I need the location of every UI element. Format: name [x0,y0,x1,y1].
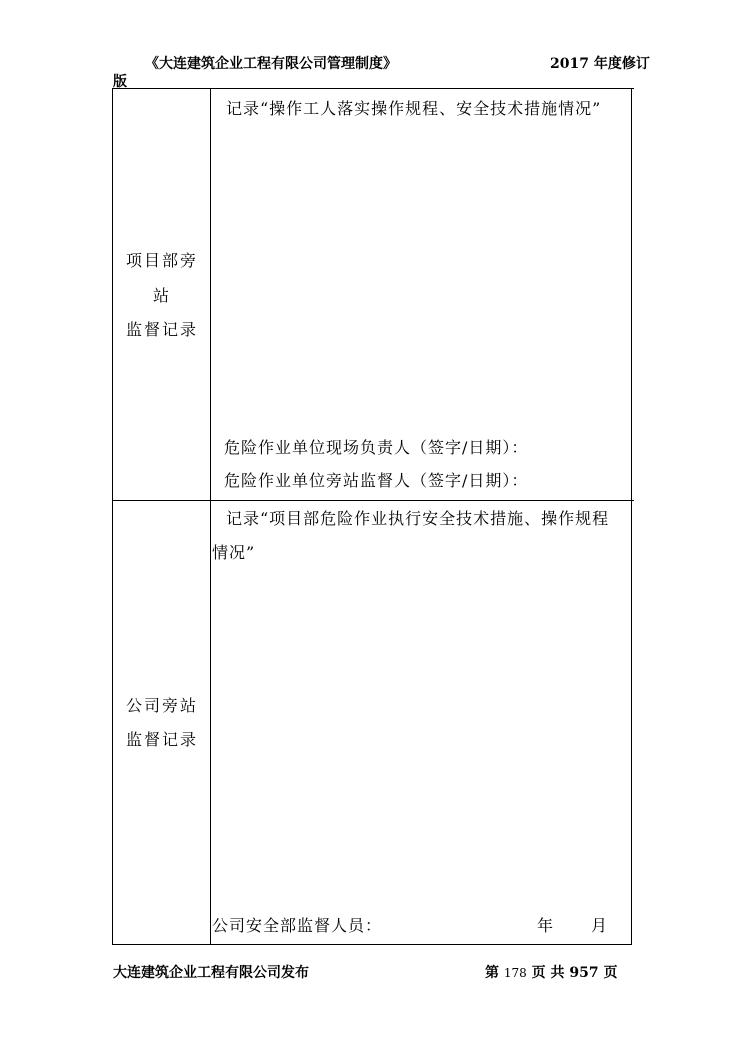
page-current: 178 [503,966,527,980]
company-label-line2: 监督记录 [125,730,198,749]
company-supervisor-signature: 公司安全部监督人员： [212,916,383,935]
project-dept-label-line2: 站 [152,286,171,305]
site-responsible-signature: 危险作业单位现场负责人（签字/日期）： [224,438,529,457]
page-total: 957 [569,965,599,981]
page-indicator [485,962,618,982]
project-dept-label-line1: 项目部旁 [125,251,198,270]
company-label-line1: 公司旁站 [125,696,198,715]
project-record-prompt-line2: 情况” [212,543,256,562]
row-divider [112,500,634,501]
edition-label: 2017 年度修订 [550,56,650,72]
project-record-prompt-line1: 记录“项目部危险作业执行安全技术措施、操作规程 [226,509,610,528]
project-dept-label-line3: 监督记录 [125,320,198,339]
column-divider-bottom [210,500,211,945]
edition-label-continued: 版 [113,74,127,90]
worker-record-prompt: 记录“操作工人落实操作规程、安全技术措施情况” [226,99,602,118]
column-divider-top [210,89,211,500]
document-title: 《大连建筑企业工程有限公司管理制度》 [145,56,397,72]
month-label: 月 [591,916,609,935]
page-prefix: 第 [485,965,499,981]
site-supervisor-signature: 危险作业单位旁站监督人（签字/日期）： [224,471,529,490]
publisher-footer: 大连建筑企业工程有限公司发布 [113,965,309,981]
page-suffix: 页 [603,965,618,981]
year-label: 年 [537,916,555,935]
page-mid: 页 共 [531,965,565,981]
